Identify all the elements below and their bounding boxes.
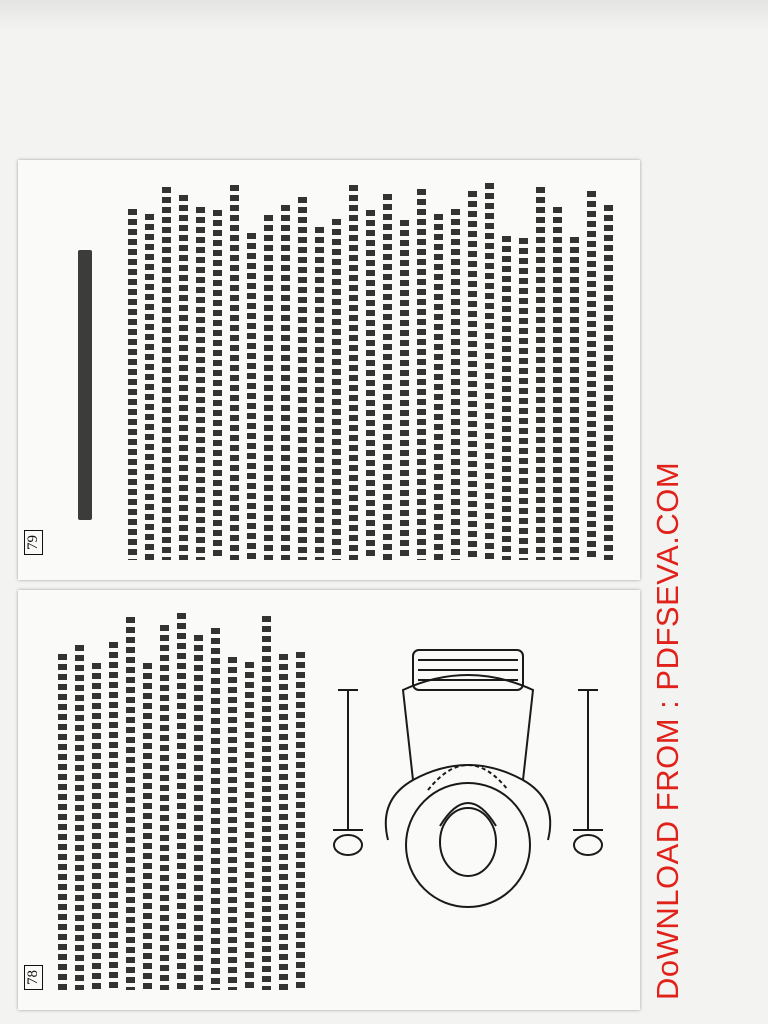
text-line [570, 237, 579, 560]
text-line [587, 191, 596, 560]
text-line [179, 195, 188, 560]
text-line [383, 194, 392, 560]
text-line [264, 215, 273, 560]
text-line [228, 657, 237, 990]
text-line [468, 191, 477, 560]
text-line [279, 654, 288, 990]
text-line [75, 645, 84, 990]
text-line [451, 209, 460, 560]
page-left [18, 590, 640, 1010]
text-line [211, 628, 220, 990]
page-number-right: 79 [24, 530, 43, 555]
text-line [298, 197, 307, 560]
text-line [126, 617, 135, 990]
text-line [434, 214, 443, 560]
text-line [160, 625, 169, 990]
deity-illustration-icon [318, 630, 618, 970]
text-line [349, 185, 358, 560]
text-line [262, 616, 271, 990]
text-line [485, 183, 494, 560]
hymn-title [78, 250, 92, 520]
text-line [553, 207, 562, 560]
text-line [109, 642, 118, 990]
text-line [519, 238, 528, 560]
text-line [245, 662, 254, 990]
text-line [296, 652, 305, 990]
text-line [194, 635, 203, 990]
page-right [18, 160, 640, 580]
text-line [196, 207, 205, 560]
text-line [247, 233, 256, 560]
text-line [230, 185, 239, 560]
text-line [213, 210, 222, 560]
text-line [58, 654, 67, 990]
text-line [536, 187, 545, 560]
text-line [92, 663, 101, 990]
text-line [417, 189, 426, 560]
text-line [143, 663, 152, 990]
text-line [145, 214, 154, 560]
page-number-left: 78 [24, 965, 43, 990]
text-line [502, 236, 511, 560]
text-line [366, 210, 375, 560]
text-line [604, 205, 613, 560]
scan-shadow [0, 0, 768, 30]
download-watermark: DoWNLOAD FROM : PDFSEVA.COM [650, 461, 685, 1000]
text-line [128, 209, 137, 560]
text-line [400, 220, 409, 560]
text-line [315, 227, 324, 560]
text-line [332, 219, 341, 560]
deity-drawing [318, 630, 618, 970]
text-line [162, 187, 171, 560]
text-line [177, 613, 186, 990]
text-line [281, 205, 290, 560]
